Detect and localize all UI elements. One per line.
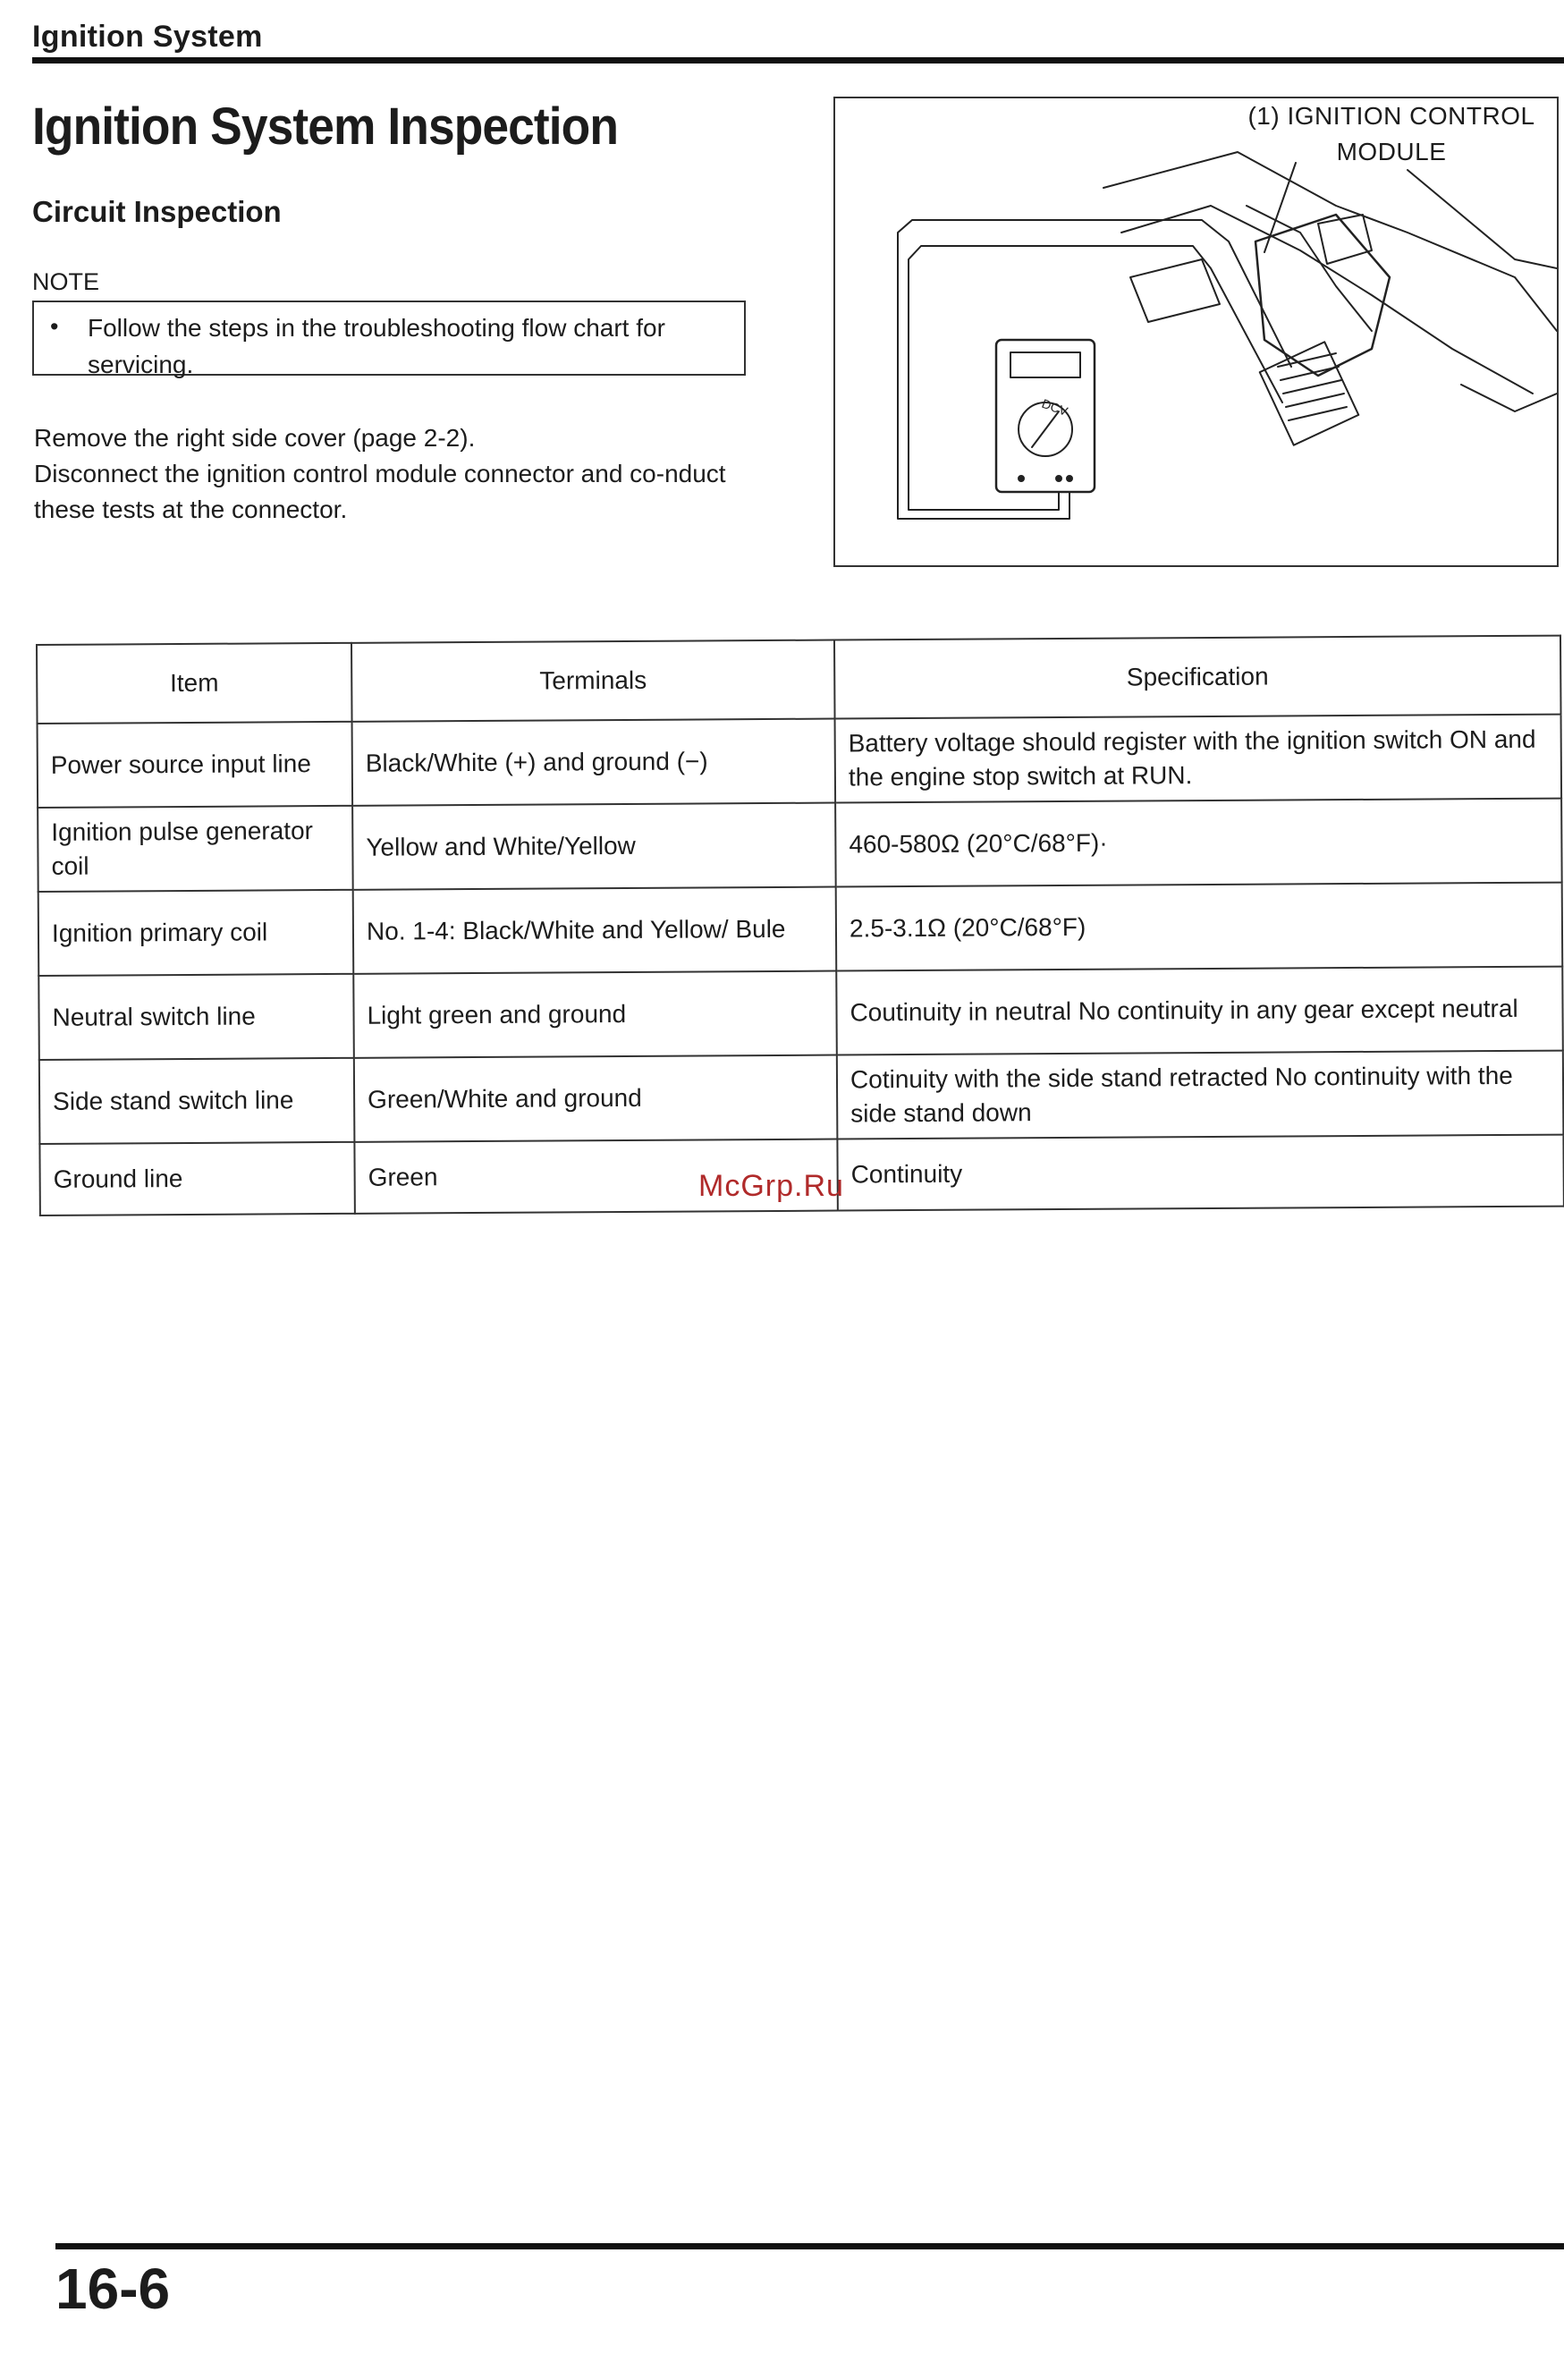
cell-item: Ground line bbox=[39, 1142, 354, 1215]
table-header-row bbox=[37, 636, 1561, 724]
cell-specification: Continuity bbox=[837, 1135, 1563, 1211]
instruction-line-1: Remove the right side cover (page 2-2). bbox=[34, 424, 476, 452]
probe-jack-1 bbox=[1019, 476, 1024, 481]
cell-specification: 2.5-3.1Ω (20°C/68°F) bbox=[836, 883, 1563, 971]
sub-title: Circuit Inspection bbox=[32, 195, 282, 228]
frame-sketch-4 bbox=[1408, 170, 1557, 268]
watermark: McGrp.Ru bbox=[698, 1169, 844, 1203]
frame-sketch-6 bbox=[1461, 385, 1557, 411]
header-terminals: Terminals bbox=[351, 640, 835, 722]
frame-sketch-2 bbox=[1121, 206, 1533, 394]
header-specification: Specification bbox=[834, 636, 1561, 719]
page-title: Ignition System Inspection bbox=[32, 97, 619, 156]
frame-sketch-1 bbox=[1103, 152, 1557, 331]
cell-specification: 460-580Ω (20°C/68°F)· bbox=[835, 799, 1562, 887]
table-row bbox=[38, 799, 1562, 892]
note-box bbox=[32, 301, 746, 376]
cell-terminals: Green/White and ground bbox=[354, 1055, 838, 1142]
note-label: NOTE bbox=[32, 268, 100, 295]
cell-terminals: Black/White (+) and ground (−) bbox=[352, 719, 836, 806]
spec-table bbox=[36, 635, 1564, 1216]
note-text: Follow the steps in the troubleshooting flow chart for servicing. bbox=[88, 314, 665, 378]
table-row bbox=[38, 967, 1563, 1060]
multimeter-display bbox=[1010, 352, 1080, 377]
instruction-line-2: Disconnect the ignition control module connector and co-nduct these tests at the connector. bbox=[34, 460, 726, 523]
cell-item: Neutral switch line bbox=[38, 974, 354, 1060]
probe-jack-2 bbox=[1056, 476, 1061, 481]
table-row bbox=[39, 1051, 1564, 1144]
note-bullet: • bbox=[50, 313, 59, 340]
cell-item: Side stand switch line bbox=[39, 1058, 355, 1144]
callout-line-1: (1) IGNITION CONTROL bbox=[1247, 102, 1535, 130]
instructions bbox=[34, 420, 767, 528]
cell-terminals: Light green and ground bbox=[353, 971, 837, 1058]
cell-item: Ignition pulse generator coil bbox=[38, 806, 353, 892]
connector-pins bbox=[1278, 353, 1347, 420]
cell-terminals: Yellow and White/Yellow bbox=[352, 803, 836, 890]
frame-sketch-5 bbox=[1130, 259, 1220, 322]
section-header: Ignition System bbox=[32, 20, 263, 54]
cell-terminals: Green bbox=[354, 1139, 837, 1214]
cell-item: Power source input line bbox=[38, 722, 353, 808]
top-rule bbox=[32, 57, 1564, 64]
callout-line-2: MODULE bbox=[1336, 138, 1447, 165]
callout-label bbox=[1232, 98, 1551, 170]
table-row bbox=[38, 715, 1562, 808]
probe-jack-3 bbox=[1067, 476, 1072, 481]
cell-specification: Coutinuity in neutral No continuity in any gear except neutral bbox=[836, 967, 1563, 1055]
bottom-rule bbox=[55, 2243, 1564, 2249]
cell-specification: Cotinuity with the side stand retracted No continuity with the side stand down bbox=[837, 1051, 1564, 1139]
meter-mode-label: DCV bbox=[1039, 395, 1070, 419]
cell-item: Ignition primary coil bbox=[38, 890, 354, 976]
cell-terminals: No. 1-4: Black/White and Yellow/ Bule bbox=[353, 887, 837, 974]
table-row bbox=[38, 883, 1563, 976]
module-detail bbox=[1318, 215, 1372, 264]
page-number: 16-6 bbox=[55, 2257, 171, 2321]
ignition-module-illustration bbox=[833, 97, 1559, 567]
header-item: Item bbox=[37, 643, 352, 724]
cell-specification: Battery voltage should register with the ignition switch ON and the engine stop switch at RUN. bbox=[835, 715, 1562, 803]
